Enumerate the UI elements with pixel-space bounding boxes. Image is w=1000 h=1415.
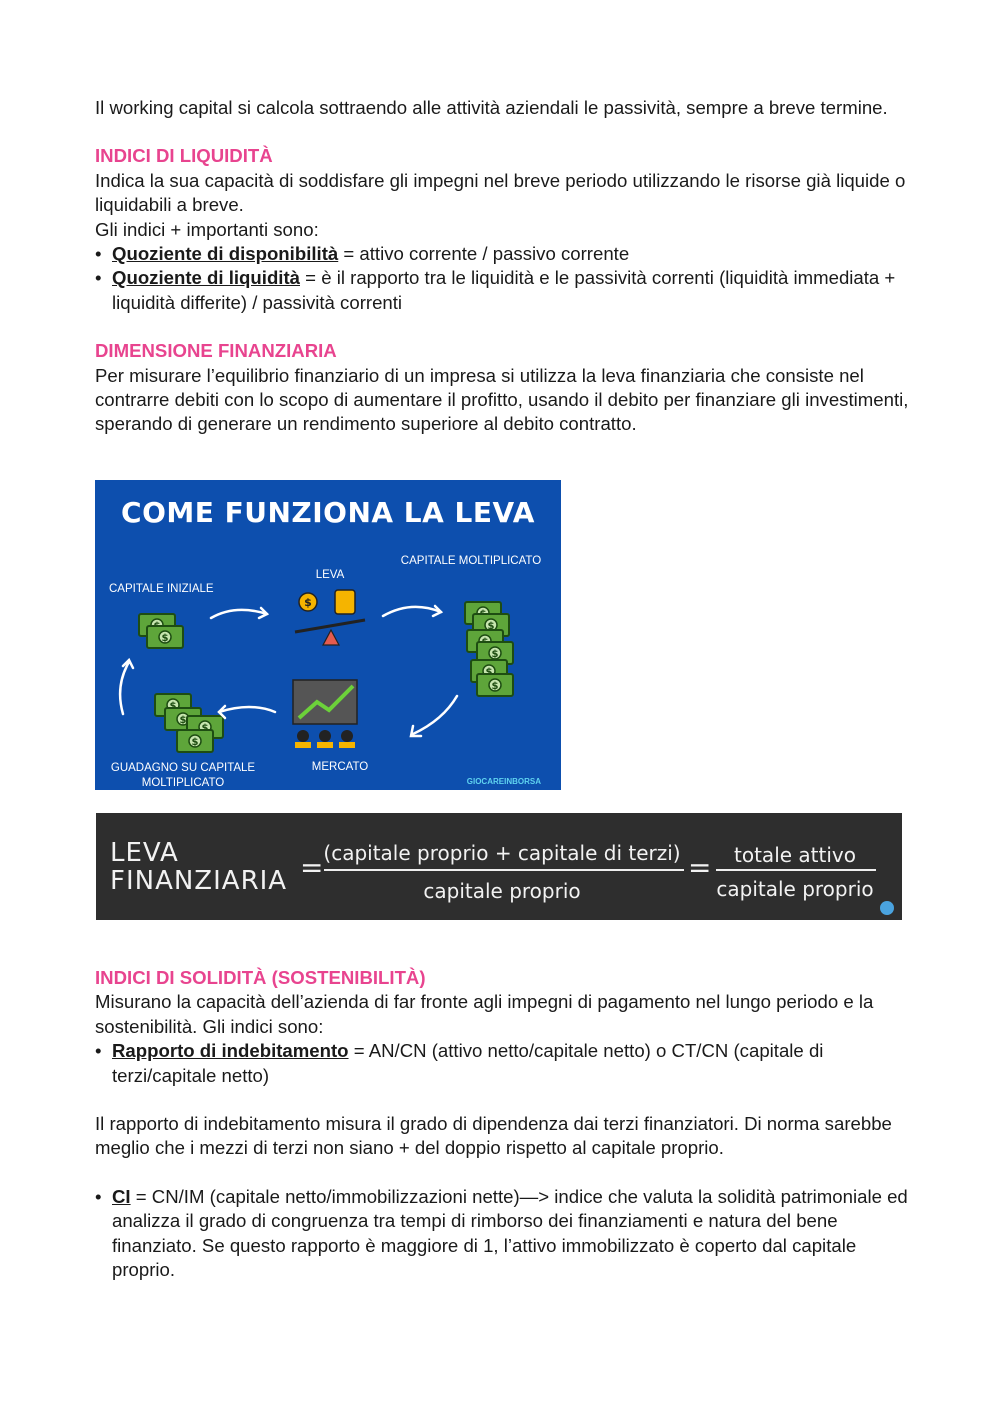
list-item bbox=[95, 242, 915, 266]
solidita-description: Misurano la capacità dell’azienda di far fronte agli impegni di pagamento nel lungo periodo e la sostenibilità. Gli indici sono: bbox=[95, 991, 874, 1037]
formula-equals-2: = bbox=[688, 851, 712, 884]
formula-denominator-2: capitale proprio bbox=[716, 877, 874, 901]
money-icon-guadagno bbox=[155, 694, 223, 752]
solidita-list-1 bbox=[95, 1039, 915, 1088]
label-capitale-iniziale: CAPITALE INIZIALE bbox=[109, 583, 214, 595]
list-item bbox=[95, 1185, 915, 1283]
formula-equals-1: = bbox=[300, 851, 324, 884]
formula-chalkboard bbox=[96, 813, 902, 920]
heading-indici-solidita: INDICI DI SOLIDITÀ (SOSTENIBILITÀ) bbox=[95, 967, 426, 988]
term-quoziente-liquidita: Quoziente di liquidità bbox=[112, 267, 300, 289]
document-body bbox=[95, 96, 915, 437]
brand-icon bbox=[876, 900, 898, 916]
leva-illustration: $ $ bbox=[95, 480, 561, 790]
formula-left-label: LEVA FINANZIARIA bbox=[110, 838, 288, 896]
finanziaria-description: Per misurare l’equilibrio finanziario di un impresa si utilizza la leva finanziaria che consiste nel contrarre debiti con lo scopo di aumentare il profitto, usando il debito per finanziare gli investimenti, sperando di generare un rendimento superiore al debito contratto. bbox=[95, 364, 909, 435]
intro-paragraph: Il working capital si calcola sottraendo alle attività aziendali le passività, sempre a breve termine. bbox=[95, 97, 888, 118]
list-item bbox=[95, 266, 915, 315]
formula-numerator: (capitale proprio + capitale di terzi) bbox=[323, 841, 681, 865]
liquidita-list bbox=[95, 242, 915, 315]
label-capitale-moltiplicato: CAPITALE MOLTIPLICATO bbox=[400, 555, 542, 567]
fraction-bar-2 bbox=[716, 869, 876, 871]
term-rapporto-indebitamento: Rapporto di indebitamento bbox=[112, 1040, 349, 1062]
item-text: = attivo corrente / passivo corrente bbox=[338, 243, 630, 265]
item-text: = CN/IM (capitale netto/immobilizzazioni nette)—> indice che valuta la solidità patrimoniale ed analizza il grado di congruenza tra tempi di rimborso dei finanziamenti e natura del bene finanziato. Se questo rapporto è maggiore di 1, l’attivo immobilizzato è coperto dal capitale proprio. bbox=[112, 1185, 908, 1281]
leva-diagram bbox=[95, 480, 561, 790]
fraction-bar-1 bbox=[324, 869, 684, 871]
lever-icon bbox=[295, 590, 365, 645]
money-icon-iniziale bbox=[139, 614, 183, 648]
formula-numerator-2: totale attivo bbox=[734, 843, 856, 867]
solidita-section bbox=[95, 966, 915, 1282]
term-ci: CI bbox=[112, 1185, 131, 1207]
svg-text:$: $ bbox=[304, 596, 312, 609]
diagram-title: COME FUNZIONA LA LEVA bbox=[121, 496, 535, 529]
market-icon bbox=[293, 680, 357, 748]
label-leva: LEVA bbox=[315, 569, 345, 581]
brand-logo: GIOCAREINBORSA bbox=[466, 777, 541, 786]
heading-dimensione-finanziaria: DIMENSIONE FINANZIARIA bbox=[95, 340, 337, 362]
term-quoziente-disponibilita: Quoziente di disponibilità bbox=[112, 243, 339, 265]
item-text: = AN/CN (attivo netto/capitale netto) o CT/CN (capitale di terzi/capitale netto) bbox=[112, 1040, 824, 1086]
heading-indici-liquidita: INDICI DI LIQUIDITÀ bbox=[95, 145, 273, 167]
indebitamento-note: Il rapporto di indebitamento misura il grado di dipendenza dai terzi finanziatori. Di norma sarebbe meglio che i mezzi di terzi non siano + del doppio rispetto al capitale proprio. bbox=[95, 1113, 892, 1159]
solidita-list-2 bbox=[95, 1185, 915, 1283]
liquidita-description: Indica la sua capacità di soddisfare gli impegni nel breve periodo utilizzando le risorse già liquide o liquidabili a breve. bbox=[95, 169, 906, 216]
item-text: = è il rapporto tra le liquidità e le passività correnti (liquidità immediata + liquidità differite) / passività correnti bbox=[112, 267, 896, 313]
formula-denominator: capitale proprio bbox=[423, 879, 581, 903]
liquidita-lead: Gli indici + importanti sono: bbox=[95, 218, 319, 240]
label-guadagno: GUADAGNO SU CAPITALE MOLTIPLICATO bbox=[110, 762, 256, 789]
list-item bbox=[95, 1039, 915, 1088]
money-icon-moltiplicato bbox=[465, 602, 513, 696]
label-mercato: MERCATO bbox=[311, 761, 369, 773]
